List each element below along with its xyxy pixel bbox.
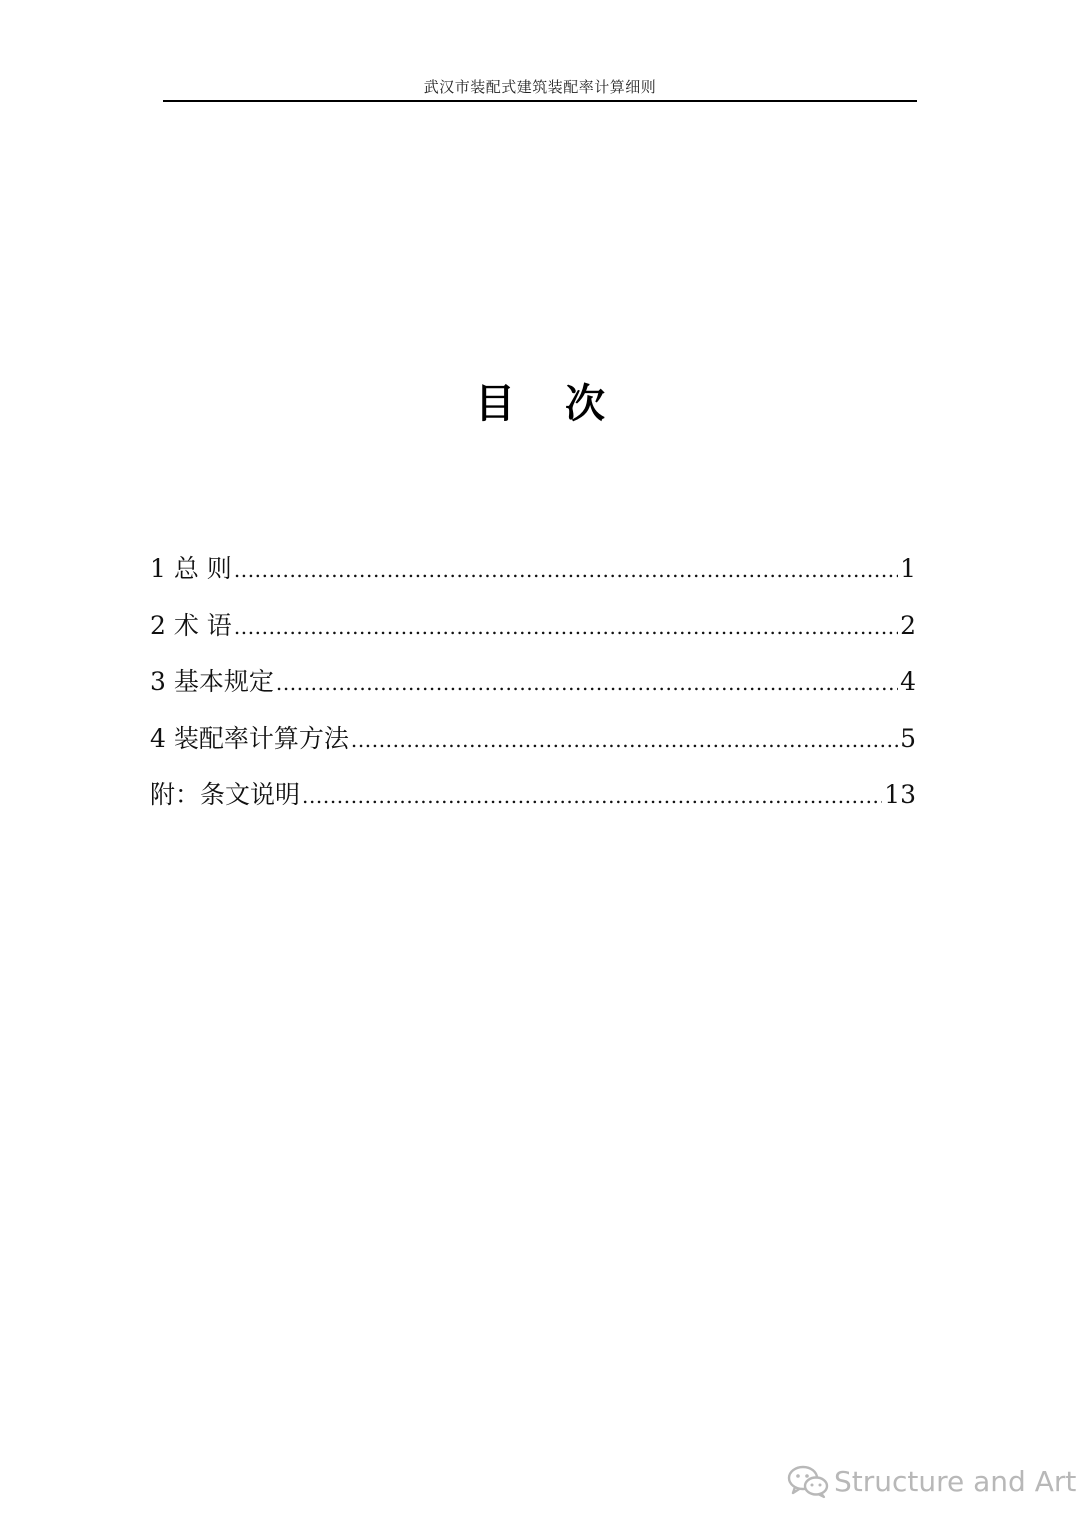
toc-entry-terms[interactable] — [150, 606, 916, 663]
toc-entry-label: 1 总 则 — [150, 554, 232, 583]
toc-dot-leader — [234, 550, 898, 590]
toc-page-number: 13 — [884, 780, 916, 809]
toc-entry-basic-requirements[interactable] — [150, 662, 916, 719]
toc-page-number: 4 — [900, 667, 916, 696]
running-header: 武汉市装配式建筑装配率计算细则 — [423, 78, 657, 96]
toc-dot-leader — [276, 663, 898, 703]
toc-page-number: 1 — [900, 554, 916, 583]
toc-entry-label: 2 术 语 — [150, 610, 232, 640]
watermark-text: Structure and Art — [834, 1464, 1077, 1498]
toc-dot-leader — [302, 776, 882, 816]
toc-title: 目 次 — [475, 381, 623, 427]
toc-entry-general-provisions[interactable] — [150, 549, 916, 606]
toc-entry-calculation-method[interactable] — [150, 719, 916, 776]
toc-entry-label: 4 装配率计算方法 — [150, 723, 349, 753]
toc-entry-label: 附：条文说明 — [150, 780, 301, 809]
header-divider — [163, 100, 917, 102]
wechat-icon — [786, 1463, 830, 1499]
toc-dot-leader — [234, 607, 898, 647]
toc-entry-clause-explanation[interactable] — [150, 775, 916, 832]
toc-page-number: 5 — [900, 723, 916, 753]
toc-page-number: 2 — [900, 610, 916, 640]
toc-dot-leader — [351, 720, 898, 760]
table-of-contents — [150, 549, 916, 832]
watermark — [786, 1457, 1076, 1505]
toc-entry-label: 3 基本规定 — [150, 667, 274, 696]
